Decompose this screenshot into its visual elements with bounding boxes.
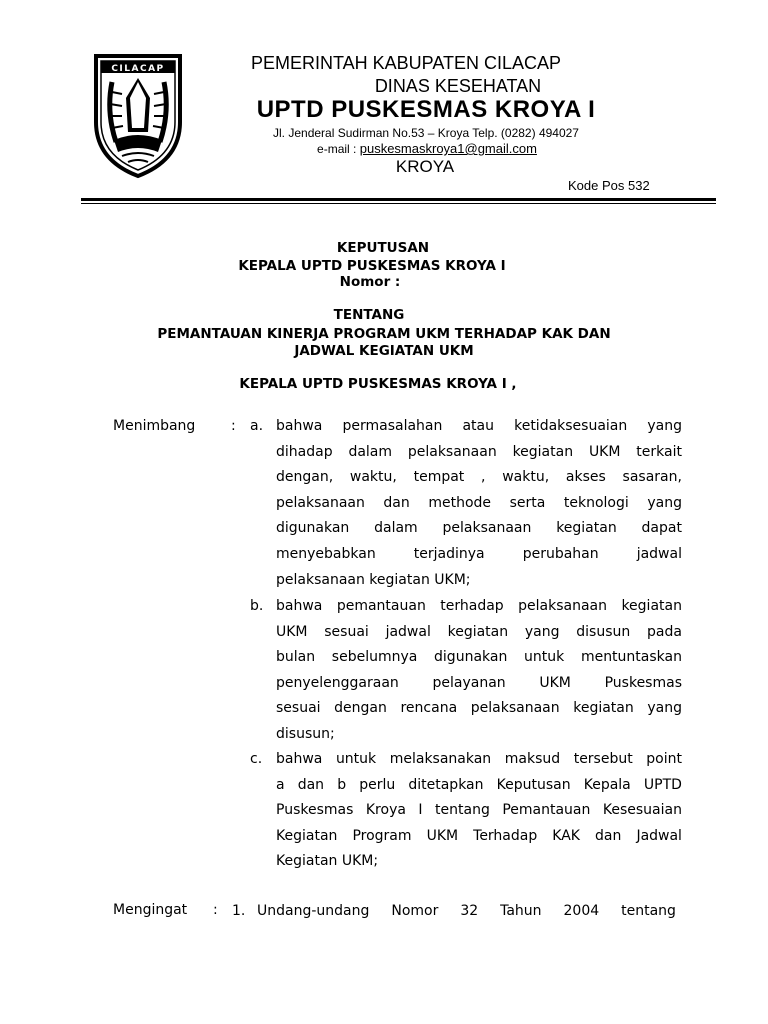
text-line: bulan sebelumnya digunakan untuk mentuntaskan — [276, 649, 682, 666]
text-line: sesuai dengan rencana pelaksanaan kegiatan yang — [276, 700, 682, 717]
menimbang-item-a — [276, 414, 682, 593]
decree-heading: KEPUTUSAN — [336, 240, 430, 256]
decree-subject-line-1: PEMANTAUAN KINERJA PROGRAM UKM TERHADAP KAK DAN — [157, 326, 611, 342]
menimbang-label: Menimbang — [113, 418, 196, 434]
decree-authority: KEPALA UPTD PUSKESMAS KROYA I , — [239, 376, 517, 392]
text-line: bahwa permasalahan atau ketidaksesuaian yang — [276, 418, 682, 434]
letterhead-divider-thin — [81, 203, 716, 204]
text-line: Puskesmas Kroya I tentang Pemantauan Kesesuaian — [276, 802, 682, 819]
menimbang-item-b — [276, 594, 682, 748]
item-marker-a: a. — [250, 418, 264, 434]
text-line: pelaksanaan dan methode serta teknologi yang — [276, 494, 682, 511]
city-name: KROYA — [395, 157, 455, 176]
text-line: bahwa untuk melaksanakan maksud tersebut point — [276, 751, 682, 767]
decree-issuer: KEPALA UPTD PUSKESMAS KROYA I — [238, 258, 506, 274]
mengingat-colon: : — [213, 902, 218, 918]
logo-text: CILACAP — [111, 64, 165, 74]
postal-code: Kode Pos 532 — [568, 178, 650, 193]
email-label: e-mail : — [317, 142, 360, 156]
email-line — [43, 141, 768, 156]
menimbang-item-c — [276, 747, 682, 875]
decree-number: Nomor : — [339, 274, 401, 290]
text-line: menyebabkan terjadinya perubahan jadwal — [276, 545, 682, 562]
department-name: DINAS KESEHATAN — [374, 76, 542, 96]
text-line: disusun; — [276, 725, 335, 742]
text-line: bahwa pemantauan terhadap pelaksanaan kegiatan — [276, 598, 682, 614]
institution-name: UPTD PUSKESMAS KROYA I — [256, 96, 596, 123]
mengingat-label: Mengingat — [113, 902, 188, 918]
text-line: dengan, waktu, tempat , waktu, akses sasaran, — [276, 469, 682, 486]
mengingat-item-1 — [257, 899, 676, 925]
text-line: UKM sesuai jadwal kegiatan yang disusun pada — [276, 623, 682, 640]
letterhead-divider-thick — [81, 198, 716, 201]
text-line: pelaksanaan kegiatan UKM; — [276, 571, 471, 588]
decree-subject-line-2: JADWAL KEGIATAN UKM — [294, 343, 474, 359]
item-marker-1: 1. — [232, 903, 246, 919]
item-marker-c: c. — [250, 751, 263, 767]
address-line: Jl. Jenderal Sudirman No.53 – Kroya Telp. (0282) 494027 — [273, 126, 579, 140]
text-line: Kegiatan UKM; — [276, 853, 379, 870]
text-line: dihadap dalam pelaksanaan kegiatan UKM terkait — [276, 443, 682, 460]
item-marker-b: b. — [250, 598, 264, 614]
decree-about-label: TENTANG — [333, 307, 405, 323]
email-link[interactable]: puskesmaskroya1@gmail.com — [359, 141, 537, 156]
text-line: a dan b perlu ditetapkan Keputusan Kepala UPTD — [276, 776, 682, 793]
text-line: Undang-undang Nomor 32 Tahun 2004 tentang — [257, 903, 676, 919]
text-line: penyelenggaraan pelayanan UKM Puskesmas — [276, 674, 682, 691]
text-line: digunakan dalam pelaksanaan kegiatan dapat — [276, 520, 682, 537]
text-line: Kegiatan Program UKM Terhadap KAK dan Jadwal — [276, 827, 682, 844]
menimbang-colon: : — [231, 418, 236, 434]
government-name: PEMERINTAH KABUPATEN CILACAP — [250, 53, 562, 73]
